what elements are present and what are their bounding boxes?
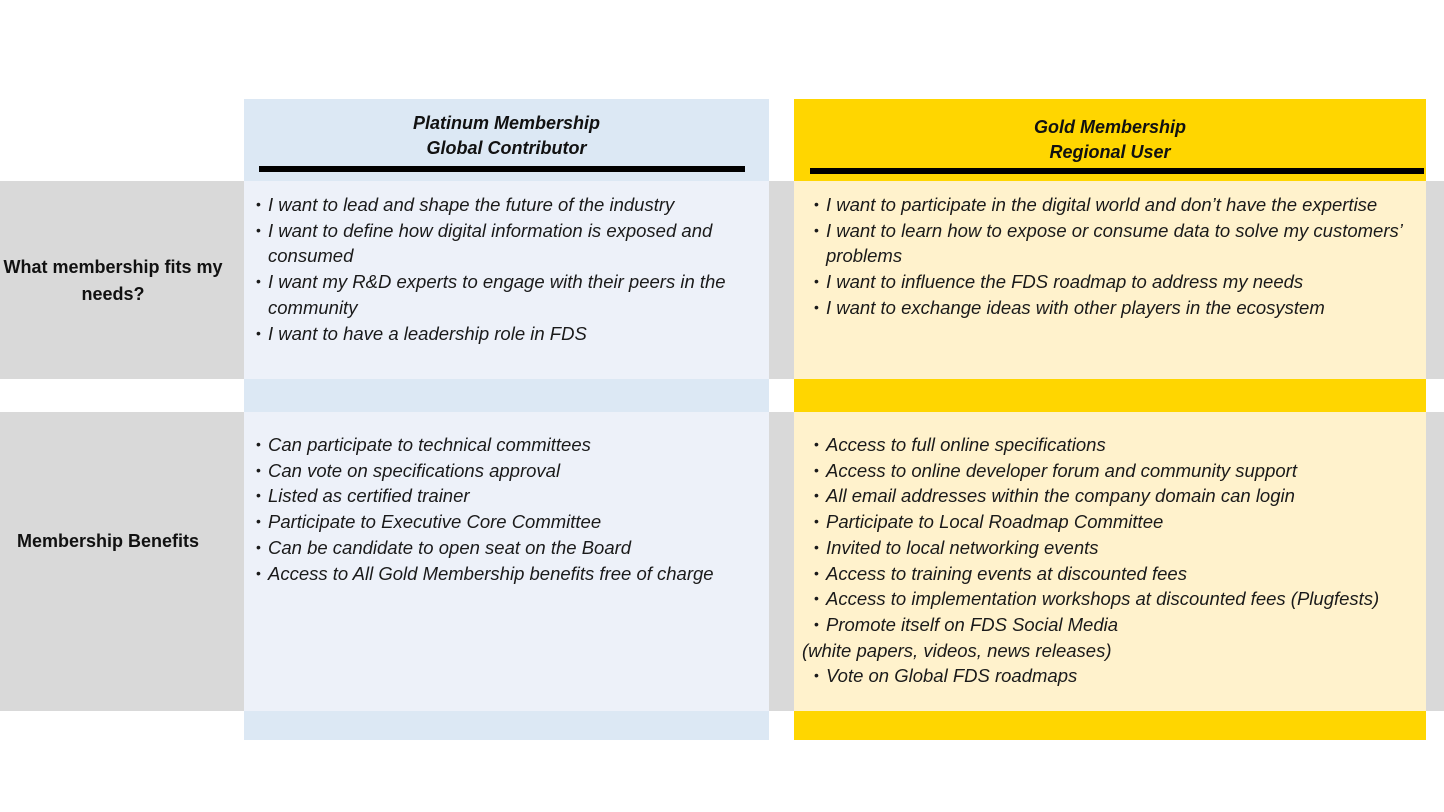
gold-title-line1: Gold Membership xyxy=(1033,117,1186,137)
list-item: • Can participate to technical committees xyxy=(256,432,756,458)
platinum-spacer xyxy=(244,379,769,412)
list-item: • Access to full online specifications xyxy=(814,432,1444,458)
list-item: • I want to exchange ideas with other players in the ecosystem xyxy=(814,295,1414,321)
list-item: • Access to implementation workshops at discounted fees (Plugfests) xyxy=(814,586,1444,612)
gold-title-line2: Regional User xyxy=(1049,142,1171,162)
list-item: • I want to define how digital information is exposed and consumed xyxy=(256,218,756,269)
list-item: • Can vote on specifications approval xyxy=(256,458,756,484)
gold-header-rule xyxy=(810,168,1424,174)
list-item: • I want to learn how to expose or consume data to solve my customers’ problems xyxy=(814,218,1414,269)
gold-spacer xyxy=(794,711,1426,740)
gold-spacer xyxy=(794,379,1426,412)
list-item-continuation: (white papers, videos, news releases) xyxy=(802,639,1112,661)
benefits-row-label: Membership Benefits xyxy=(16,531,200,551)
platinum-title xyxy=(244,111,769,161)
list-item: • Vote on Global FDS roadmaps xyxy=(814,663,1444,689)
list-item: • I want to influence the FDS roadmap to address my needs xyxy=(814,269,1414,295)
list-item: • I want to participate in the digital world and don’t have the expertise xyxy=(814,192,1414,218)
platinum-spacer xyxy=(244,711,769,740)
gold-benefits-list xyxy=(802,432,1444,689)
list-item: • Listed as certified trainer xyxy=(256,483,756,509)
list-item: • I want to lead and shape the future of the industry xyxy=(256,192,756,218)
platinum-needs-list xyxy=(256,192,756,346)
platinum-header-rule xyxy=(259,166,745,172)
platinum-title-line2: Global Contributor xyxy=(426,138,587,158)
list-item: • All email addresses within the company domain can login xyxy=(814,483,1444,509)
list-item: • Access to All Gold Membership benefits free of charge xyxy=(256,561,756,587)
list-item: • I want to have a leadership role in FDS xyxy=(256,321,756,347)
list-item: • Participate to Local Roadmap Committee xyxy=(814,509,1444,535)
list-item: • Invited to local networking events xyxy=(814,535,1444,561)
list-item: • I want my R&D experts to engage with their peers in the community xyxy=(256,269,756,320)
list-item: • Participate to Executive Core Committee xyxy=(256,509,756,535)
gold-title xyxy=(794,115,1426,165)
list-item: • Promote itself on FDS Social Media xyxy=(814,612,1444,638)
platinum-benefits-list xyxy=(256,432,756,586)
needs-row-label: What membership fits my needs? xyxy=(3,257,223,304)
list-item: • Access to training events at discounted fees xyxy=(814,561,1444,587)
gold-needs-list xyxy=(814,192,1414,321)
list-item: • Can be candidate to open seat on the Board xyxy=(256,535,756,561)
list-item: • Access to online developer forum and community support xyxy=(814,458,1444,484)
platinum-title-line1: Platinum Membership xyxy=(412,113,601,133)
